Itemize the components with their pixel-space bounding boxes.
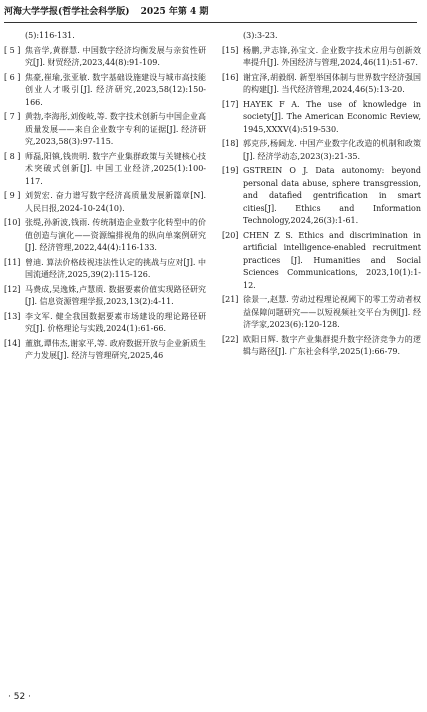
reference-number: [17]	[222, 99, 239, 109]
journal-title: 河海大学学报(哲学社会科学版)	[4, 7, 130, 17]
right-column	[222, 30, 421, 361]
reference-text: 黄勃,李海彤,刘俊岐,等. 数字技术创新与中国企业高质量发展——来自企业数字专利的证据[J]. 经济研究,2023,58(3):97-115.	[25, 112, 206, 146]
reference-number: [16]	[222, 72, 239, 82]
reference-item	[4, 190, 206, 215]
reference-item	[222, 230, 421, 293]
reference-text: 马费成,吴逸姝,卢慧质. 数据要素价值实现路径研究[J]. 信息资源管理学报,2023,13(2):4-11.	[25, 284, 206, 306]
reference-item	[4, 338, 206, 363]
reference-text: 师磊,阳镇,钱贵明. 数字产业集群政策与关键核心技术突破式创新[J]. 中国工业经济,2025(1):100-117.	[25, 151, 206, 186]
reference-number: [ 7 ]	[4, 112, 21, 121]
reference-number: [14]	[4, 338, 21, 348]
reference-item	[4, 217, 206, 255]
reference-item	[4, 45, 206, 70]
reference-number: [12]	[4, 284, 21, 294]
reference-text: CHEN Z S. Ethics and discrimination in artificial intelligence-enabled recruitment practices [J]. Humanities and Social Sciences Communications, 2023,10(1):1-12.	[243, 230, 421, 290]
reference-number: [20]	[222, 230, 239, 240]
reference-item	[4, 311, 206, 336]
reference-number: [ 5 ]	[4, 45, 21, 55]
reference-number: [ 6 ]	[4, 72, 21, 82]
reference-text: 李文军. 健全我国数据要素市场建设的理论路径研究[J]. 价格理论与实践,2024(1):61-66.	[25, 311, 206, 333]
reference-item	[4, 284, 206, 309]
reference-text: HAYEK F A. The use of knowledge in society[J]. The American Economic Review, 1945,XXXV(4):519-530.	[243, 99, 421, 134]
reference-number: [22]	[222, 334, 239, 344]
reference-item	[222, 99, 421, 137]
reference-text: 欧阳日辉. 数字产业集群提升数字经济竞争力的逻辑与路径[J]. 广东社会科学,2025(1):66-79.	[243, 334, 421, 356]
reference-text: 刘贺宏. 奋力谱写数字经济高质量发展新篇章[N]. 人民日报,2024-10-24(10).	[25, 191, 206, 213]
reference-number: [ 9 ]	[4, 191, 21, 200]
reference-text: GSTREIN O J. Data autonomy: beyond personal data abuse, sphere transgression, and datafied gentrification in smart cities[J]. Ethics and Information Technology,2024,26(3):1-61.	[243, 166, 421, 225]
reference-text: 杨鹏,尹志锋,孙宝文. 企业数字技术应用与创新效率提升[J]. 外国经济与管理,2024,46(11):51-67.	[243, 45, 421, 67]
reference-list-left	[4, 45, 206, 363]
reference-item	[4, 72, 206, 110]
reference-text: 谢宜泽,胡毅纲. 新型举国体制与世界数字经济强国的构建[J]. 当代经济管理,2024,46(5):13-20.	[243, 72, 421, 94]
reference-number: [10]	[4, 218, 21, 227]
reference-text: 焦豪,崔瑜,张亚敏. 数字基础设施建设与城市高技能创业人才吸引[J]. 经济研究,2023,58(12):150-166.	[25, 72, 206, 107]
reference-number: [15]	[222, 45, 239, 55]
page-number: · 52 ·	[8, 692, 31, 702]
reference-item	[222, 72, 421, 97]
left-column	[4, 30, 206, 365]
reference-text: 焦音学,黄群慧. 中国数字经济均衡发展与亲贫性研究[J]. 财贸经济,2023,44(8):91-109.	[25, 45, 206, 67]
reference-list-right	[222, 45, 421, 359]
reference-text: 董旗,谭伟杰,谢家平,等. 政府数据开放与企业新质生产力发展[J]. 经济与管理研究,2025,46	[25, 338, 206, 360]
reference-text: 郭克莎,杨阔龙. 中国产业数字化改造的机制和政策[J]. 经济学动态,2023(3):21-35.	[243, 139, 421, 161]
reference-item	[222, 45, 421, 70]
reference-number: [ 8 ]	[4, 151, 21, 161]
reference-item	[222, 334, 421, 359]
reference-item	[222, 294, 421, 332]
reference-item	[4, 257, 206, 282]
reference-number: [18]	[222, 139, 239, 148]
reference-text: 张缇,孙新波,钱雨. 传统制造企业数字化转型中的价值创造与演化——资源编排视角的纵向单案例研究[J]. 经济管理,2022,44(4):116-133.	[25, 218, 206, 252]
reference-item	[4, 111, 206, 149]
reference-text: 徐景一,赵慧. 劳动过程理论视阈下的零工劳动者权益保障问题研究——以短视频社交平台为例[J]. 经济学家,2023(6):120-128.	[243, 295, 421, 329]
reference-continuation: (3):3-23.	[243, 31, 278, 40]
reference-continuation: (5):116-131.	[25, 31, 75, 40]
reference-item	[222, 138, 421, 163]
running-header	[4, 2, 417, 23]
reference-number: [11]	[4, 257, 21, 267]
reference-number: [13]	[4, 311, 21, 321]
reference-number: [19]	[222, 166, 239, 175]
reference-number: [21]	[222, 295, 239, 304]
reference-item	[4, 151, 206, 189]
issue-label: 2025 年第 4 期	[140, 7, 209, 17]
reference-text: 曾迪. 算法价格歧视违法性认定的挑战与应对[J]. 中国流通经济,2025,39(2):115-126.	[25, 257, 206, 279]
reference-item	[222, 165, 421, 228]
